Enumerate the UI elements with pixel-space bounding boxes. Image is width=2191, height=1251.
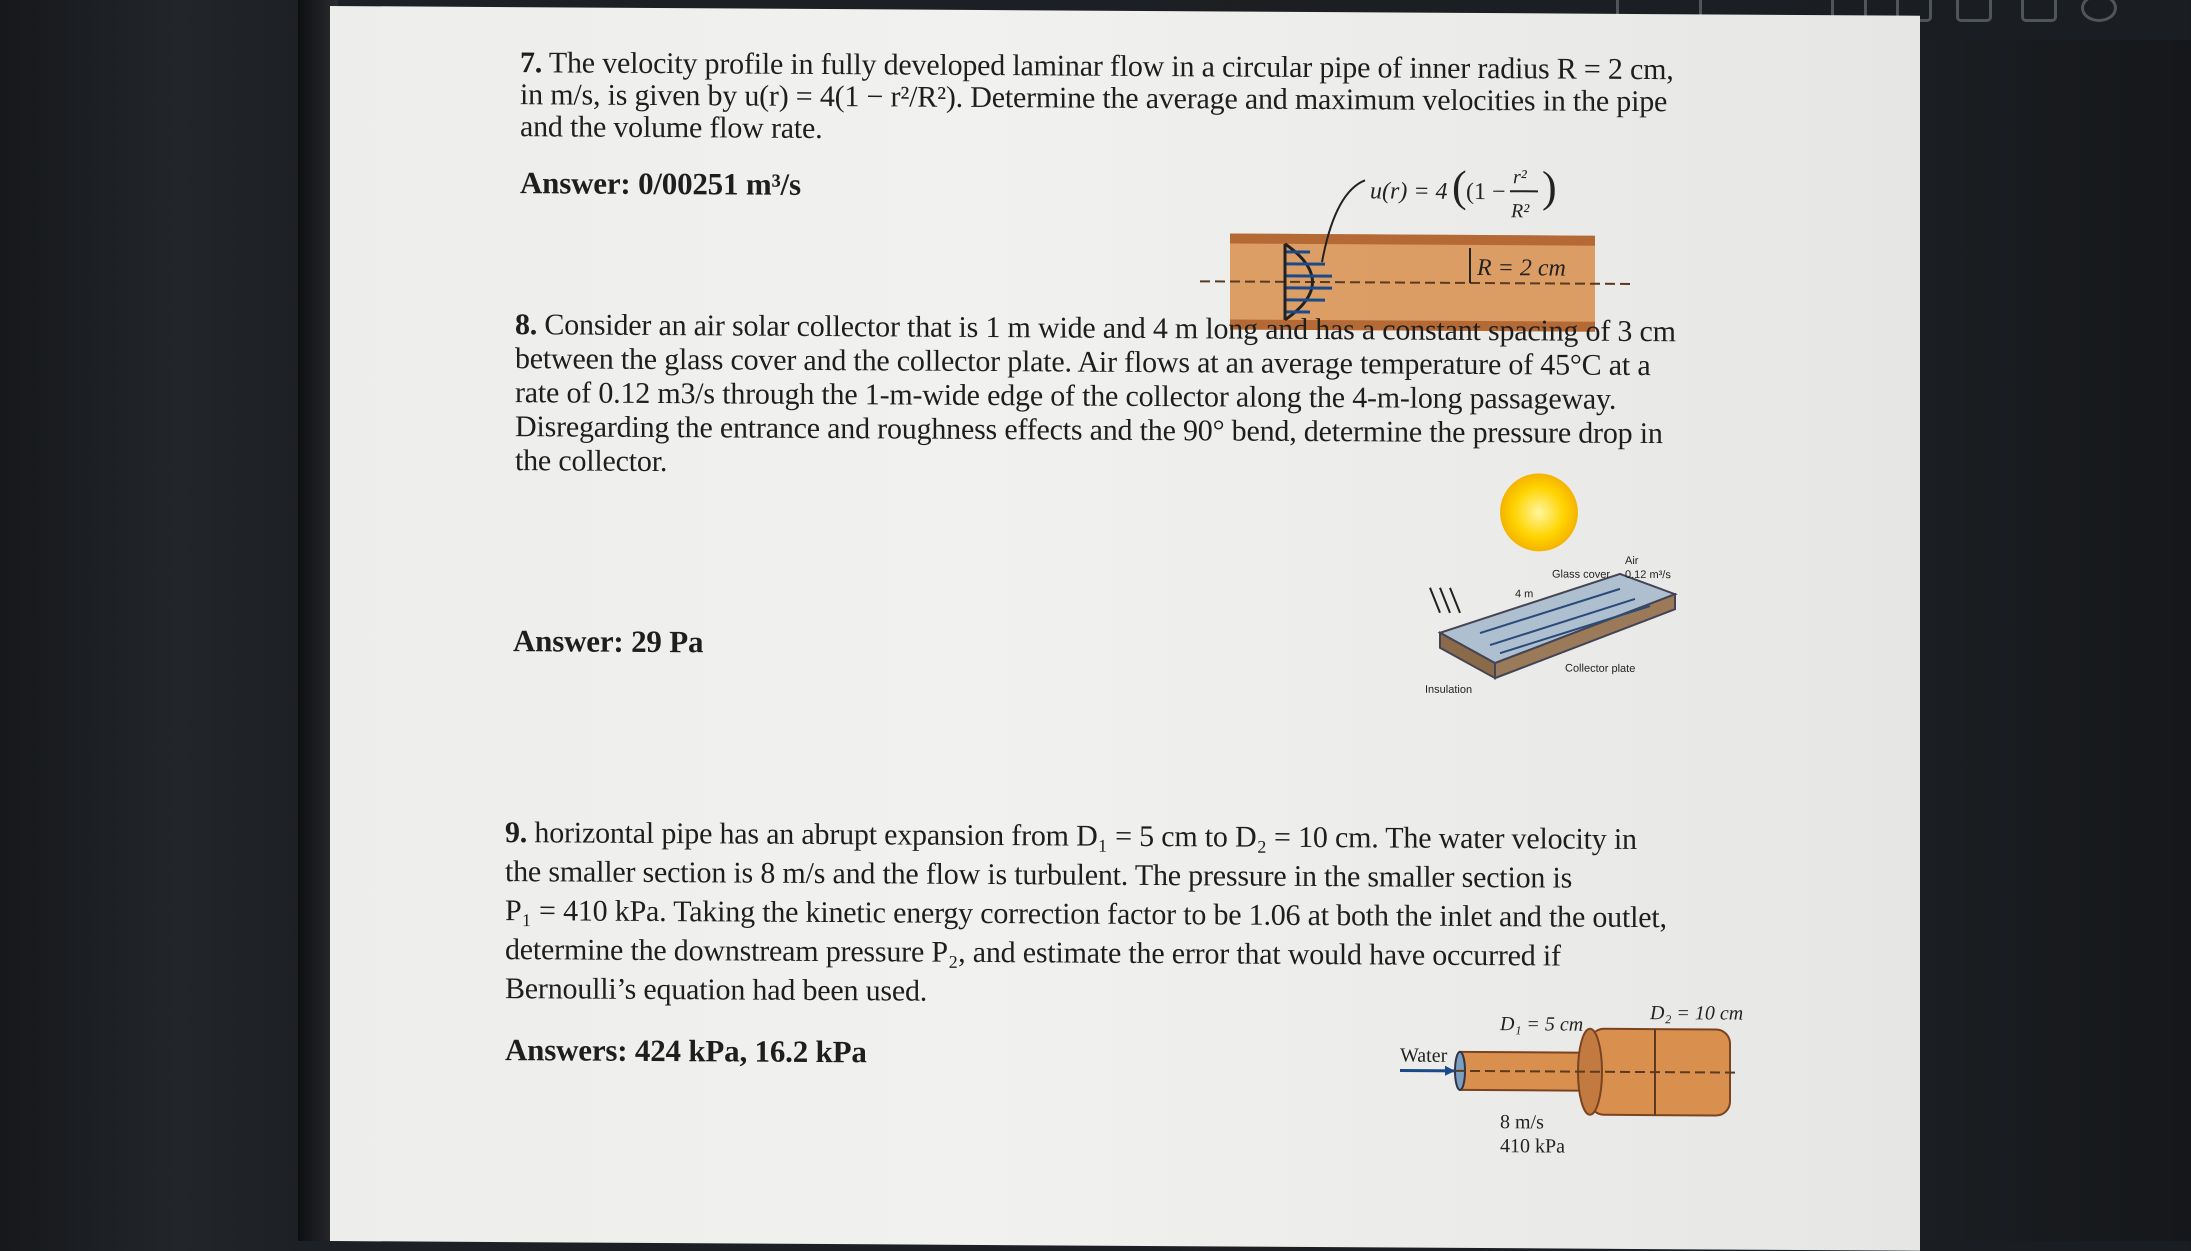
velocity-formula: u(r) = 4 (1370, 178, 1448, 204)
problem-7-line-2: in m/s, is given by u(r) = 4(1 − r²/R²). Determine the average and maximum velocities in the pipe (520, 77, 1667, 120)
problem-9-line-1: 9. horizontal pipe has an abrupt expansion from D₁ = 5 cm to D₂ = 10 cm. The water velocity in (505, 815, 1637, 858)
problem-7-line-1: 7. The velocity profile in fully developed laminar flow in a circular pipe of inner radius R = 2 cm, (520, 45, 1674, 88)
pipe-expansion-figure (1400, 998, 1790, 1160)
problem-8-line-4: Disregarding the entrance and roughness effects and the 90° bend, determine the pressure drop in (515, 409, 1663, 452)
document-page (330, 6, 1920, 1251)
velocity-label: 8 m/s (1500, 1111, 1544, 1133)
edit-icon[interactable] (1956, 0, 1992, 22)
air-label: Air (1625, 555, 1639, 567)
problem-8-line-3: rate of 0.12 m3/s through the 1-m-wide edge of the collector along the 4-m-long passageway. (515, 375, 1616, 418)
radius-label: R = 2 cm (1476, 255, 1566, 282)
problem-7-answer: Answer: 0/00251 m³/s (520, 165, 801, 203)
problem-8-line-2: between the glass cover and the collector plate. Air flows at an average temperature of 45°C at a (515, 341, 1650, 384)
pressure-label: 410 kPa (1500, 1135, 1565, 1157)
settings-icon[interactable] (2081, 0, 2117, 22)
problem-9-line-3: P₁ = 410 kPa. Taking the kinetic energy correction factor to be 1.06 at both the inlet and the outlet, (505, 893, 1667, 936)
bezel-right (1920, 40, 2191, 1241)
problem-7-line-3: and the volume flow rate. (520, 109, 822, 147)
problem-8-answer: Answer: 29 Pa (513, 623, 703, 660)
problem-8-line-5: the collector. (515, 443, 667, 480)
d2-label: D₂ = 10 cm (1649, 1002, 1743, 1025)
air-flow-label: 0.12 m³/s (1625, 569, 1671, 581)
solar-collector-figure (1420, 553, 1710, 705)
length-label: 4 m (1515, 588, 1533, 600)
collector-plate-label: Collector plate (1565, 663, 1635, 675)
d1-label: D₁ = 5 cm (1499, 1013, 1583, 1036)
formula-numerator: r² (1513, 166, 1528, 188)
water-label: Water (1400, 1045, 1448, 1067)
sun-icon (1500, 473, 1578, 551)
formula-close-paren: ) (1542, 162, 1557, 211)
problem-9-line-4: determine the downstream pressure P₂, and estimate the error that would have occurred if (505, 932, 1561, 974)
glass-cover-label: Glass cover (1552, 568, 1610, 580)
problem-9-line-5: Bernoulli’s equation had been used. (505, 971, 927, 1010)
problem-9-answer: Answers: 424 kPa, 16.2 kPa (505, 1032, 867, 1070)
formula-denominator: R² (1510, 200, 1530, 222)
expand-icon[interactable] (2021, 0, 2057, 22)
problem-8-line-1: 8. Consider an air solar collector that is 1 m wide and 4 m long and has a constant spacing of 3 cm (515, 307, 1676, 350)
insulation-label: Insulation (1425, 684, 1472, 696)
formula-open-paren: ( (1452, 162, 1467, 211)
problem-9-line-2: the smaller section is 8 m/s and the flow is turbulent. The pressure in the smaller section is (505, 854, 1572, 897)
formula-one-minus: (1 − (1466, 179, 1506, 205)
